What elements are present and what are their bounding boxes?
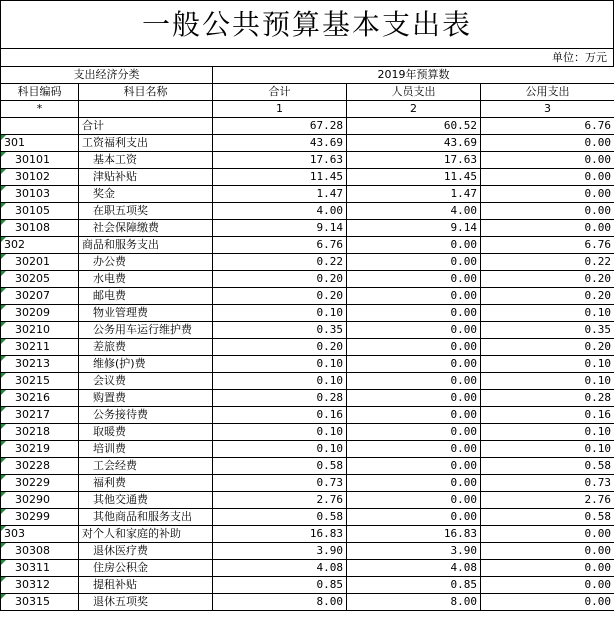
row-personnel: 0.00 [347,509,481,526]
cell-marker-icon [1,203,6,208]
row-total: 0.58 [213,509,347,526]
cell-marker-icon [1,424,6,429]
row-code: 30201 [1,254,79,271]
header-group-row [1,67,614,84]
row-public: 0.73 [481,475,614,492]
row-personnel: 0.00 [347,322,481,339]
row-name: 水电费 [79,271,213,288]
row-public: 0.20 [481,288,614,305]
row-code: 30207 [1,288,79,305]
header-idx-code: * [1,101,79,118]
table-row [1,441,614,458]
table-row [1,305,614,322]
row-personnel: 0.00 [347,305,481,322]
row-public: 2.76 [481,492,614,509]
row-total: 4.00 [213,203,347,220]
row-total: 0.28 [213,390,347,407]
row-name: 办公费 [79,254,213,271]
header-col-code: 科目编码 [1,84,79,101]
header-columns-row [1,84,614,101]
row-code: 30315 [1,594,79,611]
row-name: 其他交通费 [79,492,213,509]
table-row [1,118,614,135]
row-total: 0.22 [213,254,347,271]
budget-table [0,66,614,611]
row-public: 0.35 [481,322,614,339]
row-personnel: 0.00 [347,373,481,390]
row-code: 30205 [1,271,79,288]
row-public: 0.00 [481,560,614,577]
row-public: 0.28 [481,390,614,407]
cell-marker-icon [1,390,6,395]
row-code: 303 [1,526,79,543]
row-code: 30218 [1,424,79,441]
row-public: 0.22 [481,254,614,271]
row-code: 30308 [1,543,79,560]
row-personnel: 11.45 [347,169,481,186]
row-public: 0.58 [481,458,614,475]
row-public: 0.00 [481,594,614,611]
row-name: 在职五项奖 [79,203,213,220]
header-col-name: 科目名称 [79,84,213,101]
row-code: 30299 [1,509,79,526]
row-total: 1.47 [213,186,347,203]
cell-marker-icon [1,152,6,157]
row-name: 差旅费 [79,339,213,356]
row-total: 0.20 [213,288,347,305]
row-code: 30209 [1,305,79,322]
row-total: 0.10 [213,305,347,322]
header-idx-total: 1 [213,101,347,118]
row-public: 0.00 [481,186,614,203]
cell-marker-icon [1,543,6,548]
row-name: 合计 [79,118,213,135]
cell-marker-icon [1,526,6,531]
table-row [1,509,614,526]
row-personnel: 0.00 [347,254,481,271]
row-name: 社会保障缴费 [79,220,213,237]
row-public: 0.20 [481,271,614,288]
row-personnel: 4.00 [347,203,481,220]
row-personnel: 0.00 [347,288,481,305]
cell-marker-icon [1,407,6,412]
row-name: 邮电费 [79,288,213,305]
row-personnel: 0.00 [347,492,481,509]
row-name: 福利费 [79,475,213,492]
table-row [1,390,614,407]
row-name: 培训费 [79,441,213,458]
row-total: 67.28 [213,118,347,135]
cell-marker-icon [1,254,6,259]
cell-marker-icon [1,288,6,293]
cell-marker-icon [1,441,6,446]
row-public: 0.00 [481,526,614,543]
row-name: 公务用车运行维护费 [79,322,213,339]
header-group-right: 2019年预算数 [213,67,614,84]
row-total: 0.20 [213,339,347,356]
row-total: 0.35 [213,322,347,339]
row-code: 30108 [1,220,79,237]
row-code: 30105 [1,203,79,220]
row-code: 30219 [1,441,79,458]
row-total: 8.00 [213,594,347,611]
row-total: 0.10 [213,356,347,373]
row-code: 30102 [1,169,79,186]
row-name: 取暖费 [79,424,213,441]
cell-marker-icon [1,237,6,242]
table-row [1,424,614,441]
cell-marker-icon [1,305,6,310]
row-public: 0.10 [481,441,614,458]
row-name: 提租补贴 [79,577,213,594]
row-total: 0.20 [213,271,347,288]
row-public: 0.00 [481,543,614,560]
row-name: 工资福利支出 [79,135,213,152]
row-personnel: 0.00 [347,475,481,492]
header-idx-name [79,101,213,118]
row-personnel: 16.83 [347,526,481,543]
row-total: 11.45 [213,169,347,186]
row-public: 0.00 [481,577,614,594]
table-row [1,220,614,237]
table-row [1,237,614,254]
row-name: 津贴补贴 [79,169,213,186]
row-name: 公务接待费 [79,407,213,424]
row-code: 30103 [1,186,79,203]
table-row [1,492,614,509]
row-name: 退休医疗费 [79,543,213,560]
table-row [1,577,614,594]
unit-label: 单位：万元 [0,48,614,66]
row-public: 0.10 [481,305,614,322]
table-row [1,288,614,305]
table-row [1,356,614,373]
row-name: 退休五项奖 [79,594,213,611]
table-row [1,254,614,271]
row-name: 对个人和家庭的补助 [79,526,213,543]
row-code: 30290 [1,492,79,509]
row-personnel: 0.00 [347,339,481,356]
row-code: 30211 [1,339,79,356]
cell-marker-icon [1,594,6,599]
row-personnel: 0.00 [347,441,481,458]
row-personnel: 0.00 [347,390,481,407]
cell-marker-icon [1,560,6,565]
row-personnel: 3.90 [347,543,481,560]
row-name: 其他商品和服务支出 [79,509,213,526]
row-total: 2.76 [213,492,347,509]
row-name: 会议费 [79,373,213,390]
cell-marker-icon [1,220,6,225]
row-personnel: 0.00 [347,237,481,254]
cell-marker-icon [1,356,6,361]
row-public: 0.00 [481,220,614,237]
header-col-public: 公用支出 [481,84,614,101]
row-code: 301 [1,135,79,152]
cell-marker-icon [1,458,6,463]
row-code: 30228 [1,458,79,475]
table-row [1,339,614,356]
cell-marker-icon [1,339,6,344]
row-public: 0.00 [481,203,614,220]
row-personnel: 4.08 [347,560,481,577]
cell-marker-icon [1,186,6,191]
row-personnel: 17.63 [347,152,481,169]
row-name: 物业管理费 [79,305,213,322]
table-row [1,203,614,220]
row-personnel: 0.00 [347,458,481,475]
row-code: 30312 [1,577,79,594]
row-public: 0.58 [481,509,614,526]
table-row [1,271,614,288]
table-row [1,169,614,186]
row-personnel: 9.14 [347,220,481,237]
row-code: 302 [1,237,79,254]
row-total: 0.10 [213,424,347,441]
row-public: 0.10 [481,356,614,373]
row-total: 0.58 [213,458,347,475]
row-personnel: 0.00 [347,356,481,373]
row-public: 0.20 [481,339,614,356]
table-row [1,135,614,152]
row-public: 0.00 [481,135,614,152]
row-code: 30215 [1,373,79,390]
header-col-total: 合计 [213,84,347,101]
row-total: 4.08 [213,560,347,577]
row-personnel: 0.00 [347,271,481,288]
cell-marker-icon [1,373,6,378]
row-public: 0.10 [481,424,614,441]
header-index-row [1,101,614,118]
table-row [1,475,614,492]
row-personnel: 60.52 [347,118,481,135]
header-idx-personnel: 2 [347,101,481,118]
table-row [1,594,614,611]
row-total: 0.10 [213,373,347,390]
table-row [1,458,614,475]
row-public: 6.76 [481,118,614,135]
row-name: 奖金 [79,186,213,203]
row-code: 30210 [1,322,79,339]
header-group-left: 支出经济分类 [1,67,213,84]
row-code: 30311 [1,560,79,577]
row-public: 0.00 [481,152,614,169]
row-name: 基本工资 [79,152,213,169]
table-row [1,186,614,203]
row-total: 43.69 [213,135,347,152]
table-row [1,526,614,543]
cell-marker-icon [1,169,6,174]
table-row [1,407,614,424]
row-total: 16.83 [213,526,347,543]
row-personnel: 8.00 [347,594,481,611]
row-personnel: 1.47 [347,186,481,203]
row-total: 9.14 [213,220,347,237]
row-total: 0.16 [213,407,347,424]
row-name: 住房公积金 [79,560,213,577]
row-name: 工会经费 [79,458,213,475]
row-personnel: 43.69 [347,135,481,152]
row-code [1,118,79,135]
cell-marker-icon [1,475,6,480]
row-code: 30216 [1,390,79,407]
header-idx-public: 3 [481,101,614,118]
row-total: 0.85 [213,577,347,594]
cell-marker-icon [1,492,6,497]
row-total: 3.90 [213,543,347,560]
row-total: 17.63 [213,152,347,169]
row-name: 商品和服务支出 [79,237,213,254]
row-code: 30229 [1,475,79,492]
header-col-personnel: 人员支出 [347,84,481,101]
page-title: 一般公共预算基本支出表 [0,0,614,48]
cell-marker-icon [1,271,6,276]
row-total: 0.10 [213,441,347,458]
row-personnel: 0.85 [347,577,481,594]
table-row [1,543,614,560]
table-row [1,322,614,339]
row-code: 30217 [1,407,79,424]
table-row [1,152,614,169]
row-personnel: 0.00 [347,407,481,424]
table-row [1,560,614,577]
row-code: 30213 [1,356,79,373]
row-name: 购置费 [79,390,213,407]
cell-marker-icon [1,322,6,327]
row-total: 0.73 [213,475,347,492]
cell-marker-icon [1,577,6,582]
row-code: 30101 [1,152,79,169]
row-public: 0.00 [481,169,614,186]
cell-marker-icon [1,135,6,140]
row-personnel: 0.00 [347,424,481,441]
cell-marker-icon [1,509,6,514]
row-public: 0.10 [481,373,614,390]
row-public: 6.76 [481,237,614,254]
row-public: 0.16 [481,407,614,424]
table-row [1,373,614,390]
row-total: 6.76 [213,237,347,254]
row-name: 维修(护)费 [79,356,213,373]
